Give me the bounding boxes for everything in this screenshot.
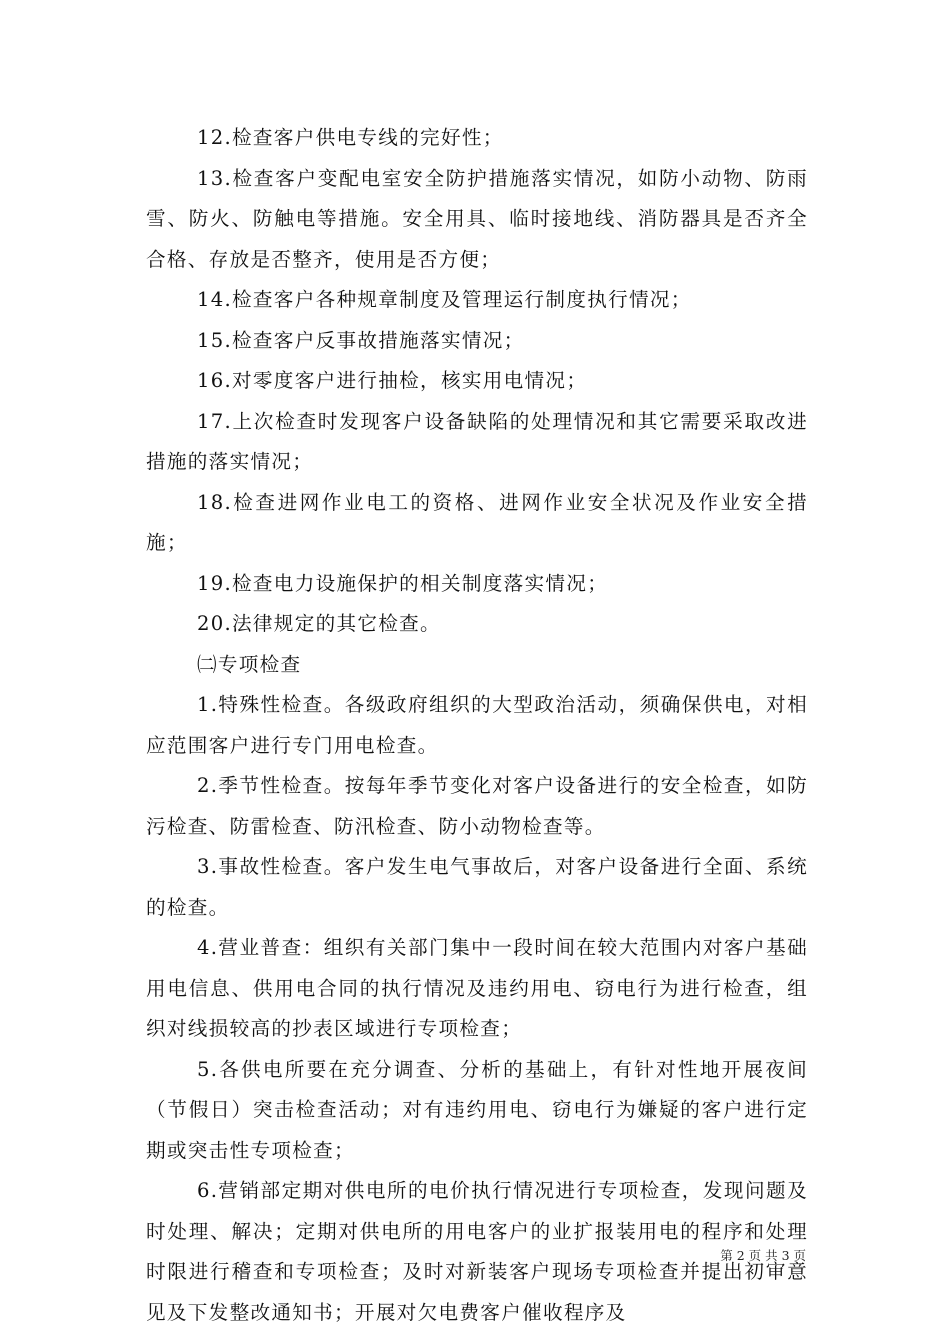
paragraph-item-16: 16.对零度客户进行抽检，核实用电情况； xyxy=(196,369,588,392)
paragraph-special-3: 3.事故性检查。客户发生电气事故后，对客户设备进行全面、系统的检查。 xyxy=(146,855,808,919)
page-number-footer: 第 2 页 共 3 页 xyxy=(720,1248,806,1263)
paragraph-special-5: 5.各供电所要在充分调查、分析的基础上，有针对性地开展夜间（节假日）突击检查活动；对有违约用电、窃电行为嫌疑的客户进行定期或突击性专项检查； xyxy=(146,1057,808,1162)
paragraph-item-13: 13.检查客户变配电室安全防护措施落实情况，如防小动物、防雨雪、防火、防触电等措施。安全用具、临时接地线、消防器具是否齐全合格、存放是否整齐，使用是否方便； xyxy=(146,166,808,271)
paragraph-item-20: 20.法律规定的其它检查。 xyxy=(196,612,441,635)
paragraph-special-6: 6.营销部定期对供电所的电价执行情况进行专项检查，发现问题及时处理、解决；定期对供电所的用电客户的业扩报装用电的程序和处理时限进行稽查和专项检查；及时对新装客户现场专项检查并提出初审意见及下发整改通知书；开展对欠电费客户催收程序及 xyxy=(146,1179,808,1324)
paragraph-special-1: 1.特殊性检查。各级政府组织的大型政治活动，须确保供电，对相应范围客户进行专门用电检查。 xyxy=(146,693,808,757)
paragraph-item-14: 14.检查客户各种规章制度及管理运行制度执行情况； xyxy=(196,288,692,311)
paragraph-item-17: 17.上次检查时发现客户设备缺陷的处理情况和其它需要采取改进措施的落实情况； xyxy=(146,409,808,473)
paragraph-special-4: 4.营业普查：组织有关部门集中一段时间在较大范围内对客户基础用电信息、供用电合同的执行情况及违约用电、窃电行为进行检查，组织对线损较高的抄表区域进行专项检查； xyxy=(146,936,808,1040)
paragraph-item-18: 18.检查进网作业电工的资格、进网作业安全状况及作业安全措施； xyxy=(146,490,808,554)
paragraph-special-2: 2.季节性检查。按每年季节变化对客户设备进行的安全检查，如防污检查、防雷检查、防汛检查、防小动物检查等。 xyxy=(146,774,808,838)
document-body xyxy=(146,118,808,1333)
paragraph-item-15: 15.检查客户反事故措施落实情况； xyxy=(196,328,525,352)
section-heading-special-inspection: ㈡专项检查 xyxy=(196,652,302,676)
paragraph-item-19: 19.检查电力设施保护的相关制度落实情况； xyxy=(196,571,609,595)
paragraph-item-12: 12.检查客户供电专线的完好性； xyxy=(196,126,504,149)
